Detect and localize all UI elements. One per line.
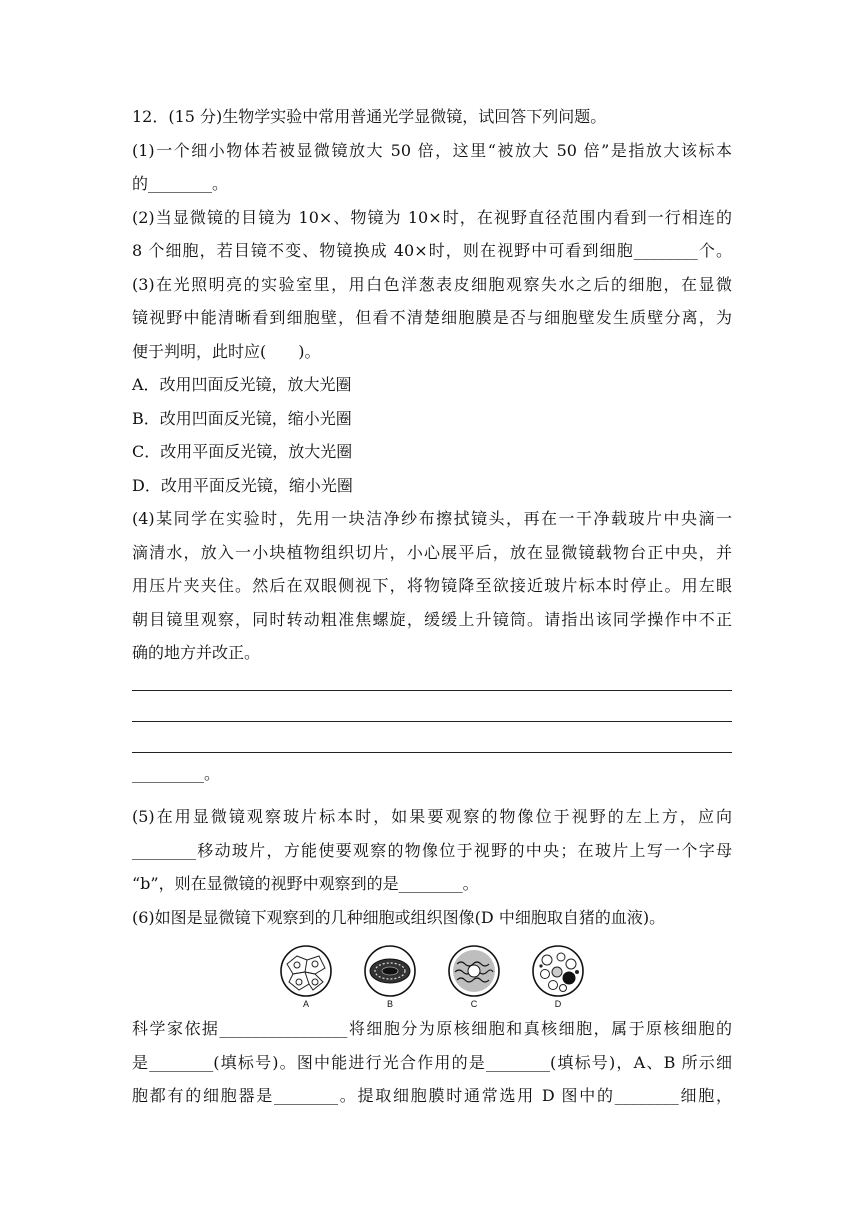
figure-a (277, 944, 335, 1010)
question-page (132, 100, 732, 1113)
figure-c (445, 944, 503, 1010)
part2-line2: 8 个细胞，若目镜不变、物镜换成 40×时，则在视野中可看到细胞________个。 (132, 241, 732, 260)
blood-cells-icon (531, 944, 585, 998)
answer-line-3 (132, 752, 732, 753)
part3-line2: 镜视野中能清晰看到细胞壁，但看不清楚细胞膜是否与细胞壁发生质壁分离，为 (132, 308, 732, 327)
algae-cell-icon (363, 944, 417, 998)
part4-line2: 滴清水，放入一小块植物组织切片，小心展平后，放在显微镜载物台正中央，并 (132, 542, 732, 562)
figure-c-label: C (470, 999, 478, 1009)
part6-intro: (6)如图是显微镜下观察到的几种细胞或组织图像(D 中细胞取自猪的血液)。 (132, 907, 666, 927)
part5-line3: “b”，则在显微镜的视野中观察到的是________。 (132, 874, 479, 893)
part4-line5: 确的地方并改正。 (132, 643, 261, 662)
part1-line2: 的________。 (132, 174, 229, 193)
cell-figures (132, 944, 732, 1010)
option-c: C．改用平面反光镜，放大光圈 (132, 442, 353, 461)
part6-line3: 胞都有的细胞器是________。提取细胞膜时通常选用 D 图中的________细胞， (132, 1086, 732, 1105)
part4-line4: 朝目镜里观察，同时转动粗准焦螺旋，缓缓上升镜筒。请指出该同学操作中不正 (132, 609, 732, 629)
figure-d-label: D (554, 999, 562, 1009)
option-a: A．改用凹面反光镜，放大光圈 (132, 375, 352, 394)
part5-line2: ________移动玻片，方能使要观察的物像位于视野的中央；在玻片上写一个字母 (132, 840, 732, 860)
bacteria-tissue-icon (447, 944, 501, 998)
part4-answer-end: _________。 (132, 763, 221, 783)
part3-line1: (3)在光照明亮的实验室里，用白色洋葱表皮细胞观察失水之后的细胞，在显微 (132, 274, 732, 294)
part1-line1: (1)一个细小物体若被显微镜放大 50 倍，这里“被放大 50 倍”是指放大该标本 (132, 140, 732, 160)
figure-d (529, 944, 587, 1010)
part6-line2: 是________(填标号)。图中能进行光合作用的是________(填标号)，A、B 所示细 (132, 1052, 732, 1072)
option-b: B．改用凹面反光镜，缩小光圈 (132, 408, 352, 428)
part4-line1: (4)某同学在实验时，先用一块洁净纱布擦拭镜头，再在一干净载玻片中央滴一 (132, 509, 732, 528)
part3-line3: 便于判明，此时应( )。 (132, 341, 321, 361)
figure-b (361, 944, 419, 1010)
plant-cells-icon (279, 944, 333, 998)
part4-line3: 用压片夹夹住。然后在双眼侧视下，将物镜降至欲接近玻片标本时停止。用左眼 (132, 576, 732, 595)
question-header: 12．(15 分)生物学实验中常用普通光学显微镜，试回答下列问题。 (132, 107, 607, 126)
figure-b-label: B (386, 999, 393, 1009)
option-d: D．改用平面反光镜，缩小光圈 (132, 475, 353, 495)
part2-line1: (2)当显微镜的目镜为 10×、物镜为 10×时，在视野直径范围内看到一行相连的 (132, 207, 732, 227)
figure-a-label: A (302, 999, 309, 1009)
part6-line1: 科学家依据________________将细胞分为原核细胞和真核细胞，属于原核细胞的 (132, 1019, 732, 1038)
part5-line1: (5)在用显微镜观察玻片标本时，如果要观察的物像位于视野的左上方，应向 (132, 807, 732, 826)
